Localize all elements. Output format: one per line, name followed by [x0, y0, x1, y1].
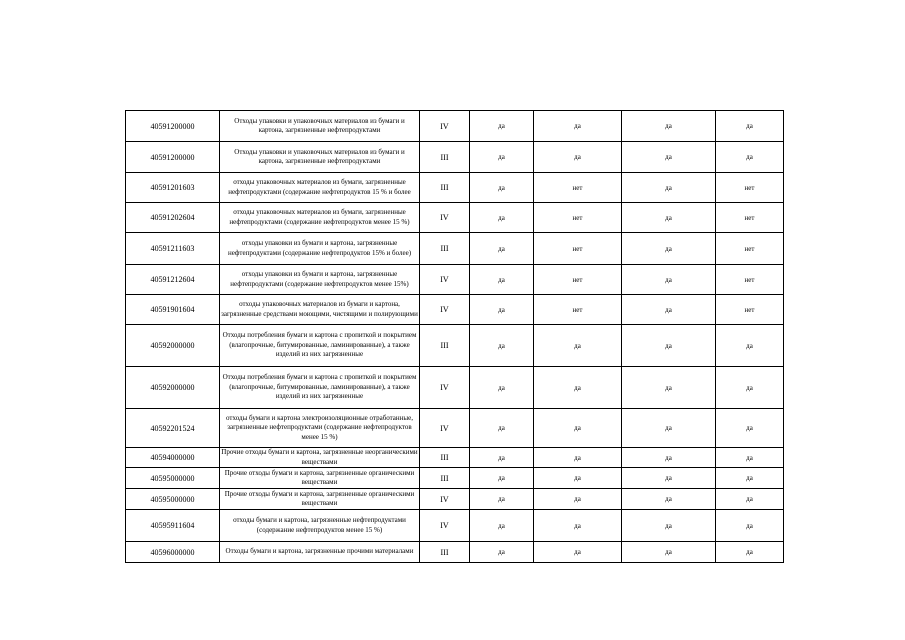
- flag-cell-2: да: [534, 409, 622, 448]
- waste-code-cell: 40595911604: [126, 510, 220, 542]
- flag-cell-1: да: [470, 325, 534, 367]
- flag-cell-1: да: [470, 367, 534, 409]
- flag-cell-3: да: [622, 448, 716, 468]
- flag-cell-3: да: [622, 542, 716, 563]
- flag-cell-1: да: [470, 265, 534, 295]
- flag-cell-3: да: [622, 510, 716, 542]
- table-row: [126, 203, 784, 233]
- hazard-class-cell: IV: [420, 203, 470, 233]
- flag-cell-1: да: [470, 510, 534, 542]
- waste-code-cell: 40591211603: [126, 233, 220, 265]
- hazard-class-cell: IV: [420, 489, 470, 510]
- flag-cell-3: да: [622, 489, 716, 510]
- table-row: [126, 233, 784, 265]
- flag-cell-4: нет: [716, 173, 784, 203]
- table-row: [126, 142, 784, 173]
- waste-code-cell: 40594000000: [126, 448, 220, 468]
- flag-cell-2: нет: [534, 203, 622, 233]
- flag-cell-2: нет: [534, 295, 622, 325]
- flag-cell-1: да: [470, 409, 534, 448]
- flag-cell-2: нет: [534, 173, 622, 203]
- flag-cell-4: да: [716, 468, 784, 489]
- hazard-class-cell: III: [420, 233, 470, 265]
- flag-cell-1: да: [470, 233, 534, 265]
- hazard-class-cell: III: [420, 325, 470, 367]
- flag-cell-3: да: [622, 233, 716, 265]
- hazard-class-cell: III: [420, 542, 470, 563]
- waste-code-cell: 40591201603: [126, 173, 220, 203]
- flag-cell-2: да: [534, 542, 622, 563]
- flag-cell-1: да: [470, 203, 534, 233]
- waste-code-cell: 40591200000: [126, 142, 220, 173]
- waste-code-cell: 40595000000: [126, 489, 220, 510]
- flag-cell-4: да: [716, 367, 784, 409]
- table-row: [126, 489, 784, 510]
- hazard-class-cell: III: [420, 448, 470, 468]
- flag-cell-2: да: [534, 510, 622, 542]
- flag-cell-3: да: [622, 203, 716, 233]
- waste-name-cell: отходы бумаги и картона, загрязненные нефтепродуктами (содержание нефтепродуктов менее 15 %): [220, 510, 420, 542]
- table-row: [126, 510, 784, 542]
- flag-cell-1: да: [470, 468, 534, 489]
- hazard-class-cell: IV: [420, 367, 470, 409]
- hazard-class-cell: IV: [420, 295, 470, 325]
- flag-cell-4: да: [716, 111, 784, 142]
- waste-code-cell: 40591901604: [126, 295, 220, 325]
- waste-name-cell: Отходы потребления бумаги и картона с пропиткой и покрытием (влагопрочные, битумированные, ламинированные), а также изделий из них загрязненные: [220, 325, 420, 367]
- table-row: [126, 367, 784, 409]
- waste-name-cell: Прочие отходы бумаги и картона, загрязненные органическими веществами: [220, 468, 420, 489]
- hazard-class-cell: III: [420, 468, 470, 489]
- waste-name-cell: отходы упаковочных материалов из бумаги, загрязненные нефтепродуктами (содержание нефтепродуктов менее 15 %): [220, 203, 420, 233]
- flag-cell-2: да: [534, 468, 622, 489]
- table-row: [126, 111, 784, 142]
- table-row: [126, 468, 784, 489]
- flag-cell-1: да: [470, 448, 534, 468]
- flag-cell-4: да: [716, 325, 784, 367]
- waste-code-cell: 40592000000: [126, 367, 220, 409]
- waste-code-cell: 40591212604: [126, 265, 220, 295]
- flag-cell-1: да: [470, 173, 534, 203]
- hazard-class-cell: IV: [420, 111, 470, 142]
- flag-cell-2: да: [534, 489, 622, 510]
- table-row: [126, 325, 784, 367]
- waste-name-cell: отходы упаковки из бумаги и картона, загрязненные нефтепродуктами (содержание нефтепродуктов менее 15%): [220, 265, 420, 295]
- flag-cell-3: да: [622, 468, 716, 489]
- waste-name-cell: Отходы бумаги и картона, загрязненные прочими материалами: [220, 542, 420, 563]
- flag-cell-4: да: [716, 142, 784, 173]
- flag-cell-4: да: [716, 409, 784, 448]
- waste-name-cell: Отходы потребления бумаги и картона с пропиткой и покрытием (влагопрочные, битумированные, ламинированные), а также изделий из них загрязненные: [220, 367, 420, 409]
- waste-code-cell: 40591200000: [126, 111, 220, 142]
- hazard-class-cell: III: [420, 142, 470, 173]
- waste-name-cell: Прочие отходы бумаги и картона, загрязненные органическими веществами: [220, 489, 420, 510]
- flag-cell-3: да: [622, 409, 716, 448]
- table-row: [126, 295, 784, 325]
- waste-name-cell: Отходы упаковки и упаковочных материалов из бумаги и картона, загрязненные нефтепродуктами: [220, 111, 420, 142]
- flag-cell-3: да: [622, 173, 716, 203]
- waste-code-cell: 40595000000: [126, 468, 220, 489]
- flag-cell-3: да: [622, 142, 716, 173]
- waste-code-cell: 40591202604: [126, 203, 220, 233]
- table-row: [126, 409, 784, 448]
- flag-cell-2: нет: [534, 233, 622, 265]
- table-row: [126, 542, 784, 563]
- flag-cell-1: да: [470, 111, 534, 142]
- flag-cell-3: да: [622, 325, 716, 367]
- hazard-class-cell: IV: [420, 409, 470, 448]
- waste-name-cell: Прочие отходы бумаги и картона, загрязненные неорганическими веществами: [221, 448, 418, 466]
- hazard-class-cell: III: [420, 173, 470, 203]
- flag-cell-1: да: [470, 542, 534, 563]
- waste-table: [125, 110, 784, 563]
- waste-code-cell: 40592201524: [126, 409, 220, 448]
- flag-cell-3: да: [622, 111, 716, 142]
- waste-name-cell: отходы бумаги и картона электроизоляционные отработанные, загрязненные нефтепродуктами (содержание нефтепродуктов менее 15 %): [220, 409, 420, 448]
- flag-cell-2: да: [534, 325, 622, 367]
- table-row: [126, 265, 784, 295]
- flag-cell-1: да: [470, 142, 534, 173]
- table-row: [126, 448, 784, 468]
- flag-cell-4: нет: [716, 295, 784, 325]
- flag-cell-3: да: [622, 295, 716, 325]
- flag-cell-2: да: [534, 367, 622, 409]
- flag-cell-4: да: [716, 510, 784, 542]
- flag-cell-3: да: [622, 265, 716, 295]
- waste-name-cell: отходы упаковочных материалов из бумаги, загрязненные нефтепродуктами (содержание нефтепродуктов 15 % и более: [220, 173, 420, 203]
- hazard-class-cell: IV: [420, 265, 470, 295]
- flag-cell-4: нет: [716, 265, 784, 295]
- waste-name-cell: Отходы упаковки и упаковочных материалов из бумаги и картона, загрязненные нефтепродуктами: [220, 142, 420, 173]
- waste-code-cell: 40596000000: [126, 542, 220, 563]
- flag-cell-2: да: [534, 111, 622, 142]
- flag-cell-2: да: [534, 142, 622, 173]
- table-row: [126, 173, 784, 203]
- flag-cell-4: нет: [716, 233, 784, 265]
- flag-cell-4: да: [716, 542, 784, 563]
- flag-cell-4: нет: [716, 203, 784, 233]
- flag-cell-1: да: [470, 489, 534, 510]
- flag-cell-1: да: [470, 295, 534, 325]
- flag-cell-2: да: [534, 448, 622, 468]
- flag-cell-2: нет: [534, 265, 622, 295]
- flag-cell-4: да: [716, 489, 784, 510]
- flag-cell-3: да: [622, 367, 716, 409]
- hazard-class-cell: IV: [420, 510, 470, 542]
- waste-name-cell: отходы упаковочных материалов из бумаги и картона, загрязненные средствами моющими, чистящими и полирующими: [220, 295, 420, 325]
- flag-cell-4: да: [716, 448, 784, 468]
- waste-code-cell: 40592000000: [126, 325, 220, 367]
- waste-name-cell: отходы упаковки из бумаги и картона, загрязненные нефтепродуктами (содержание нефтепродуктов 15% и более): [220, 233, 420, 265]
